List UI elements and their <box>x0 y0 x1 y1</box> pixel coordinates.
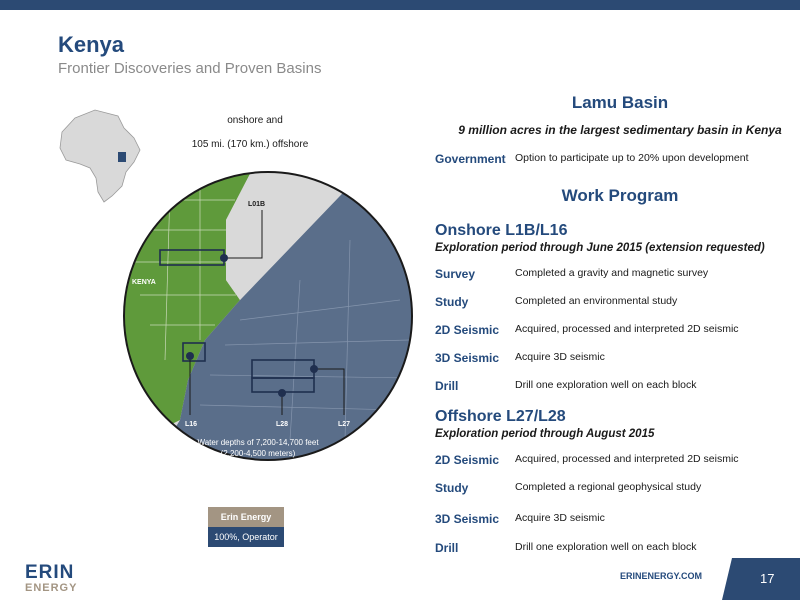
label-l28: L28 <box>276 421 289 428</box>
offshore-period: Exploration period through August 2015 <box>435 428 655 440</box>
logo-text-top: ERIN <box>25 562 75 583</box>
operator-share-badge: 100%, Operator <box>208 527 284 547</box>
map-note-offshore: 105 mi. (170 km.) offshore <box>191 139 309 150</box>
well-marker-l28 <box>278 389 286 397</box>
page-title: Kenya <box>58 32 125 57</box>
kenya-inset-highlight <box>118 152 126 162</box>
well-marker-l16 <box>186 352 194 360</box>
work-program-title: Work Program <box>561 186 679 205</box>
operator-name-badge: Erin Energy <box>208 507 284 527</box>
offshore-row-label: Drill <box>435 541 459 555</box>
offshore-row-label: 2D Seismic <box>435 453 500 467</box>
onshore-row-label: 3D Seismic <box>435 351 500 365</box>
offshore-row-value: Acquired, processed and interpreted 2D seismic <box>515 453 739 465</box>
offshore-row-value: Acquire 3D seismic <box>515 512 605 524</box>
water-depth-line2: (2,200-4,500 meters) <box>220 449 296 458</box>
onshore-row-label: Drill <box>435 379 459 393</box>
government-label: Government <box>435 152 506 166</box>
label-kenya: KENYA <box>132 279 156 286</box>
website-link[interactable]: ERINENERGY.COM <box>620 571 703 581</box>
africa-inset-map <box>60 110 140 202</box>
onshore-row-label: 2D Seismic <box>435 323 500 337</box>
label-l01b: L01B <box>248 201 266 208</box>
offshore-row-label: Study <box>435 481 469 495</box>
onshore-row-value: Acquire 3D seismic <box>515 351 605 363</box>
basin-title: Lamu Basin <box>571 93 669 112</box>
map-note-onshore: onshore and <box>227 115 283 126</box>
onshore-row-value: Completed a gravity and magnetic survey <box>515 267 709 279</box>
offshore-title: Offshore L27/L28 <box>435 408 566 425</box>
onshore-period: Exploration period through June 2015 (extension requested) <box>435 242 765 254</box>
offshore-row-value: Completed a regional geophysical study <box>515 481 702 493</box>
offshore-row-label: 3D Seismic <box>435 512 500 526</box>
onshore-row-label: Study <box>435 295 469 309</box>
water-depth-line1: Water depths of 7,200-14,700 feet <box>197 438 319 447</box>
label-l27: L27 <box>338 421 351 428</box>
onshore-row-value: Drill one exploration well on each block <box>515 379 697 391</box>
onshore-row-value: Completed an environmental study <box>515 295 678 307</box>
offshore-row-value: Drill one exploration well on each block <box>515 541 697 553</box>
onshore-title: Onshore L1B/L16 <box>435 222 568 239</box>
company-logo <box>25 564 77 594</box>
logo-text-bottom: ENERGY <box>25 582 78 594</box>
well-marker-l27 <box>310 365 318 373</box>
onshore-row-label: Survey <box>435 267 476 281</box>
onshore-row-value: Acquired, processed and interpreted 2D seismic <box>515 323 739 335</box>
label-l16: L16 <box>185 421 198 428</box>
government-value: Option to participate up to 20% upon development <box>515 152 749 164</box>
well-marker-l01b <box>220 254 228 262</box>
page-number: 17 <box>760 571 775 586</box>
page-subtitle: Frontier Discoveries and Proven Basins <box>58 60 322 77</box>
basin-tagline: 9 million acres in the largest sedimentary basin in Kenya <box>458 123 782 137</box>
